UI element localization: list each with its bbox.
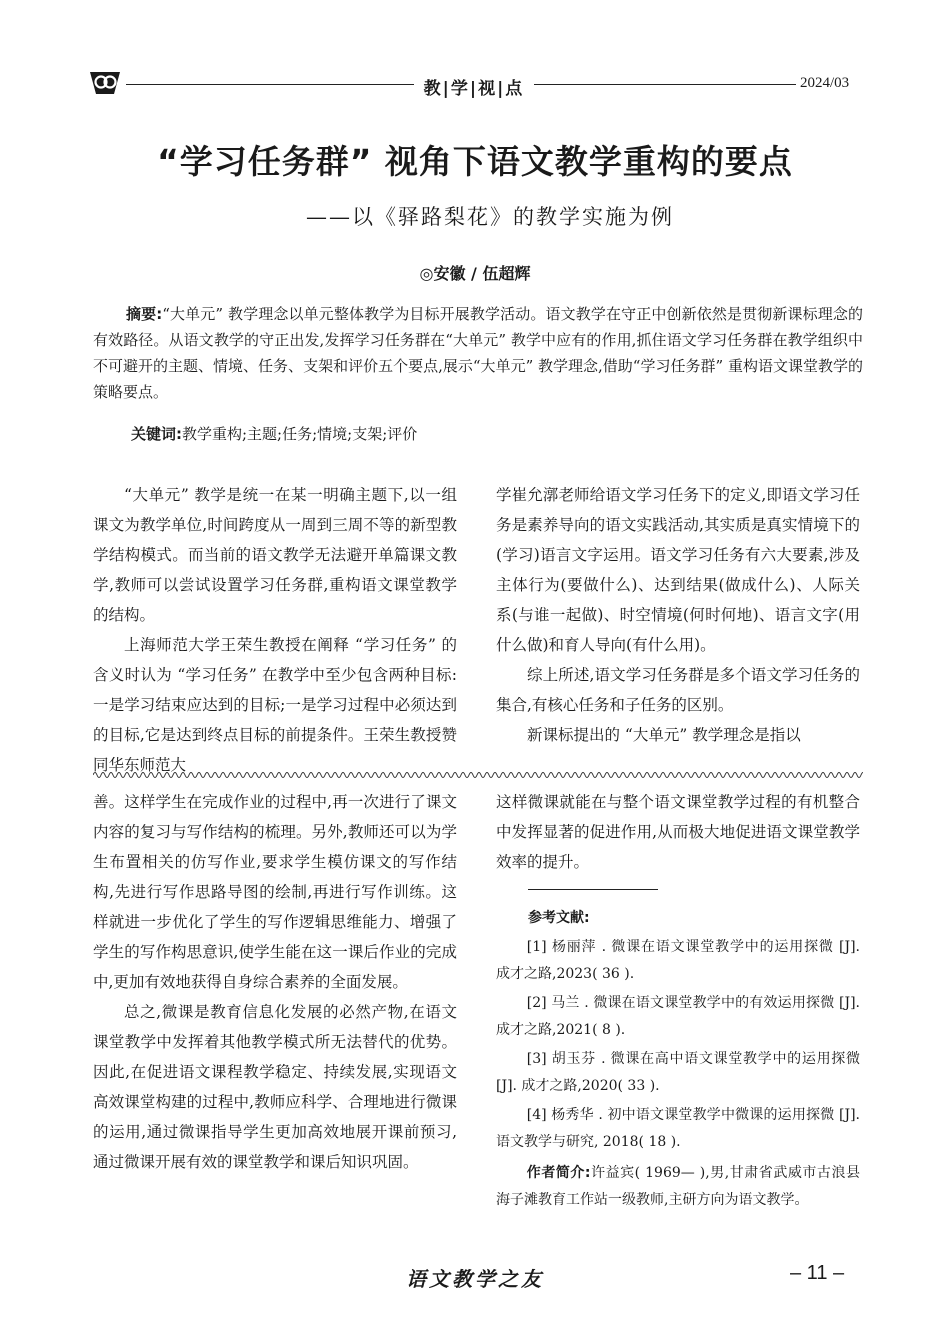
paragraph: 这样微课就能在与整个语文课堂教学过程的有机整合中发挥显著的促进作用,从而极大地促进语文课堂教学效率的提升。 — [496, 793, 860, 871]
page-number: – 11 – — [790, 1262, 845, 1284]
reference-item: [2] 马兰 . 微课在语文课堂教学中的有效运用探微 [J]. 成才之路,2021( 8 ). — [496, 995, 860, 1038]
abstract-label: 摘要: — [126, 305, 163, 323]
article-authors: ◎安徽 / 伍超辉 — [419, 264, 531, 283]
header-rule-left — [126, 84, 414, 85]
body-column-bottom-left — [93, 787, 457, 1177]
keywords — [131, 421, 851, 447]
header-rule-right — [534, 84, 796, 85]
issue-date: 2024/03 — [800, 75, 850, 91]
section-label: 教|学|视|点 — [423, 79, 525, 99]
paragraph: 总之,微课是教育信息化发展的必然产物,在语文课堂教学中发挥着其他教学模式所无法替代的优势。因此,在促进语文课程教学稳定、持续发展,实现语文高效课堂构建的过程中,教师应科学、合理地进行微课的运用,通过微课指导学生更加高效地展开课前预习,通过微课开展有效的课堂教学和课后知识巩固。 — [93, 1003, 457, 1171]
body-column-top-left — [93, 480, 457, 780]
article-title: “学习任务群” 视角下语文教学重构的要点 — [157, 142, 793, 181]
wavy-divider — [93, 768, 863, 782]
abstract-text: “大单元” 教学理念以单元整体教学为目标开展教学活动。语文教学在守正中创新依然是贯彻新课标理念的有效路径。从语文教学的守正出发,发挥学习任务群在“大单元” 教学中应有的作用,抓住语文学习任务群在教学组织中不可避开的主题、情境、任务、支架和评价五个要点,展示“大单元” 教学理念,借助“学习任务群” 重构语文课堂教学的策略要点。 — [93, 305, 863, 401]
abstract — [93, 301, 863, 405]
author-bio-label: 作者简介: — [526, 1165, 591, 1181]
author-bio-text: 许益宾( 1969— ),男,甘肃省武威市古浪县海子滩教育工作站一级教师,主研方向为语文教学。 — [496, 1165, 860, 1208]
paragraph: 新课标提出的 “大单元” 教学理念是指以 — [527, 726, 801, 744]
references-heading: 参考文献: — [528, 910, 590, 926]
references-rule — [528, 889, 658, 890]
journal-logo-icon — [88, 70, 122, 96]
references — [496, 905, 860, 1216]
body-column-bottom-right — [496, 787, 860, 877]
article-subtitle: ——以《驿路梨花》的教学实施为例 — [306, 205, 674, 229]
author-bio — [496, 1160, 860, 1214]
paragraph: 上海师范大学王荣生教授在阐释 “学习任务” 的含义时认为 “学习任务” 在教学中至少包含两种目标:一是学习结束应达到的目标;一是学习过程中必须达到的目标,它是达到终点目标的前提条件。王荣生教授赞同华东师范大 — [93, 636, 457, 774]
reference-item: [3] 胡玉芬 . 微课在高中语文课堂教学中的运用探微 [J]. 成才之路,2020( 33 ). — [496, 1051, 860, 1094]
paragraph: “大单元” 教学是统一在某一明确主题下,以一组课文为教学单位,时间跨度从一周到三周不等的新型教学结构模式。而当前的语文教学无法避开单篇课文教学,教师可以尝试设置学习任务群,重构语文课堂教学的结构。 — [93, 486, 457, 624]
journal-name: 语文教学之友 — [406, 1267, 544, 1291]
reference-item: [4] 杨秀华 . 初中语文课堂教学中微课的运用探微 [J]. 语文教学与研究, 2018( 18 ). — [496, 1107, 860, 1150]
paragraph: 综上所述,语文学习任务群是多个语文学习任务的集合,有核心任务和子任务的区别。 — [496, 666, 860, 714]
body-column-top-right — [496, 480, 860, 750]
reference-item: [1] 杨丽萍 . 微课在语文课堂教学中的运用探微 [J]. 成才之路,2023( 36 ). — [496, 939, 860, 982]
keywords-label: 关键词: — [131, 425, 182, 443]
paragraph: 学崔允漷老师给语文学习任务下的定义,即语文学习任务是素养导向的语文实践活动,其实质是真实情境下的(学习)语言文字运用。语文学习任务有六大要素,涉及主体行为(要做什么)、达到结果(做成什么)、人际关系(与谁一起做)、时空情境(何时何地)、语言文字(用什么做)和育人导向(有什么用)。 — [496, 486, 860, 654]
paragraph: 善。这样学生在完成作业的过程中,再一次进行了课文内容的复习与写作结构的梳理。另外,教师还可以为学生布置相关的仿写作业,要求学生模仿课文的写作结构,先进行写作思路导图的绘制,再进行写作训练。这样就进一步优化了学生的写作逻辑思维能力、增强了学生的写作构思意识,使学生能在这一课后作业的完成中,更加有效地获得自身综合素养的全面发展。 — [93, 793, 457, 991]
keywords-text: 教学重构;主题;任务;情境;支架;评价 — [182, 425, 418, 443]
